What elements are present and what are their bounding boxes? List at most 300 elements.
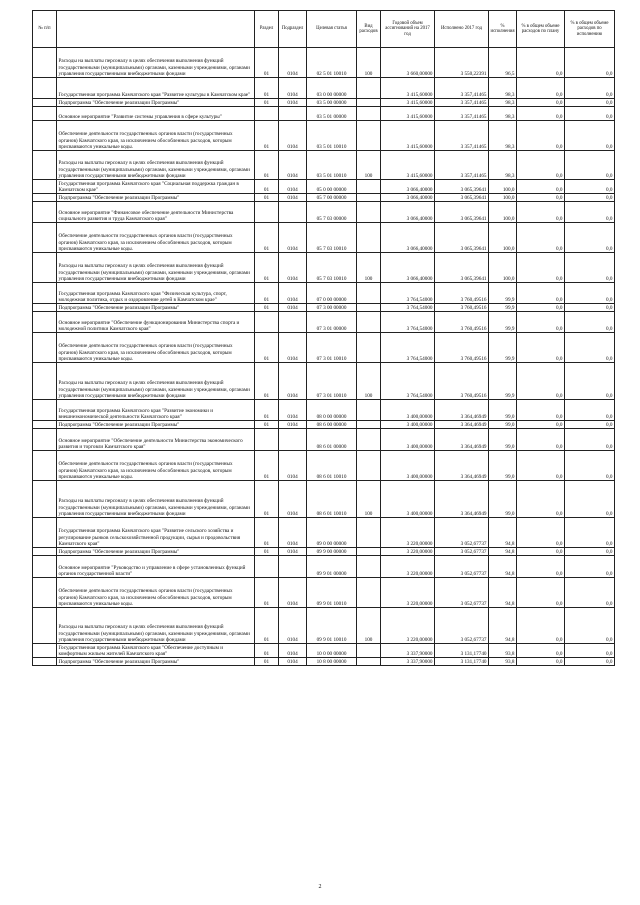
cell-pct: 94,8	[489, 518, 517, 548]
cell-razdel	[255, 429, 279, 451]
cell-share-fact: 0,0	[565, 421, 615, 429]
cell-share-plan: 0,0	[517, 304, 565, 312]
cell-name: Государственная программа Камчатского края "Развитие экономики и внешнеэкономической деятельности Камчатского края"	[57, 400, 255, 421]
cell-podrazdel: 0104	[279, 180, 307, 194]
cell-vr	[357, 180, 381, 194]
cell-razdel: 01	[255, 481, 279, 518]
cell-razdel: 01	[255, 421, 279, 429]
cell-fact: 3 065,39641	[435, 194, 489, 202]
cell-num	[33, 223, 57, 253]
cell-fact: 3 065,39641	[435, 223, 489, 253]
cell-vr	[357, 644, 381, 658]
cell-vr	[357, 556, 381, 578]
cell-pct: 100,0	[489, 223, 517, 253]
cell-vr	[357, 518, 381, 548]
cell-razdel	[255, 202, 279, 223]
table-row	[33, 421, 615, 429]
cell-share-fact: 0,0	[565, 451, 615, 481]
cell-num	[33, 99, 57, 107]
cell-pct: 99,0	[489, 400, 517, 421]
cell-share-fact: 0,0	[565, 202, 615, 223]
cell-share-fact: 0,0	[565, 333, 615, 363]
cell-razdel: 01	[255, 283, 279, 304]
cell-fact: 3 357,41465	[435, 151, 489, 180]
cell-csr: 03 5 00 00000	[307, 99, 357, 107]
cell-fact: 3 760,49516	[435, 312, 489, 333]
cell-razdel: 01	[255, 608, 279, 644]
table-row	[33, 608, 615, 644]
cell-vr	[357, 194, 381, 202]
cell-fact: 3 052,67737	[435, 608, 489, 644]
cell-fact: 3 065,39641	[435, 202, 489, 223]
table-row	[33, 194, 615, 202]
cell-plan: 3 066,40000	[381, 194, 435, 202]
cell-plan: 3 400,00000	[381, 451, 435, 481]
cell-share-fact: 0,0	[565, 518, 615, 548]
cell-num	[33, 578, 57, 608]
cell-fact: 3 131,17740	[435, 658, 489, 666]
cell-plan: 3 660,00000	[381, 48, 435, 78]
table-row	[33, 121, 615, 151]
cell-csr: 05 0 00 00000	[307, 180, 357, 194]
table-row	[33, 429, 615, 451]
cell-share-plan: 0,0	[517, 253, 565, 283]
cell-plan: 3 066,40000	[381, 202, 435, 223]
cell-podrazdel: 0104	[279, 421, 307, 429]
table-row	[33, 578, 615, 608]
cell-vr	[357, 121, 381, 151]
cell-share-fact: 0,0	[565, 644, 615, 658]
cell-razdel	[255, 312, 279, 333]
table-row	[33, 48, 615, 78]
cell-plan: 3 764,54000	[381, 333, 435, 363]
cell-share-fact: 0,0	[565, 151, 615, 180]
cell-podrazdel	[279, 312, 307, 333]
cell-fact: 3 131,17740	[435, 644, 489, 658]
cell-plan: 3 764,54000	[381, 304, 435, 312]
cell-csr: 03 0 00 00000	[307, 78, 357, 99]
table-row	[33, 253, 615, 283]
cell-name: Государственная программа Камчатского края "Физическая культура, спорт, молодежная политика, отдых и оздоровление детей в Камчатском крае"	[57, 283, 255, 304]
cell-share-fact: 0,0	[565, 658, 615, 666]
cell-share-fact: 0,0	[565, 283, 615, 304]
cell-name: Государственная программа Камчатского края "Развитие сельского хозяйства и регулирование рынков сельскохозяйственной продукции, сырья и продовольствия Камчатского края"	[57, 518, 255, 548]
cell-vr	[357, 202, 381, 223]
cell-razdel	[255, 556, 279, 578]
cell-share-fact: 0,0	[565, 578, 615, 608]
cell-share-plan: 0,0	[517, 48, 565, 78]
cell-share-plan: 0,0	[517, 400, 565, 421]
cell-pct: 98,3	[489, 107, 517, 121]
cell-num	[33, 283, 57, 304]
cell-pct: 99,9	[489, 283, 517, 304]
cell-num	[33, 194, 57, 202]
table-body	[33, 48, 615, 666]
cell-podrazdel: 0104	[279, 151, 307, 180]
table-row	[33, 644, 615, 658]
cell-name: Подпрограмма "Обеспечение реализации Программы"	[57, 658, 255, 666]
cell-share-plan: 0,0	[517, 194, 565, 202]
cell-fact: 3 364,46949	[435, 400, 489, 421]
cell-name: Обеспечение деятельности государственных органов власти (государственных органов) Камчатского края, за исключением обособленных расходов, которым присваиваются уникальные коды.	[57, 121, 255, 151]
cell-share-plan: 0,0	[517, 312, 565, 333]
table-row	[33, 548, 615, 556]
cell-pct: 98,3	[489, 151, 517, 180]
cell-razdel: 01	[255, 223, 279, 253]
cell-name: Расходы на выплаты персоналу в целях обеспечения выполнения функций государственными (муниципальными) органами, казенными учреждениями, органами управления государственными внебюджетными фондами	[57, 608, 255, 644]
cell-razdel: 01	[255, 78, 279, 99]
cell-vr: 100	[357, 253, 381, 283]
cell-num	[33, 556, 57, 578]
cell-csr: 05 7 03 00000	[307, 202, 357, 223]
cell-pct: 93,8	[489, 644, 517, 658]
table-row	[33, 556, 615, 578]
cell-share-plan: 0,0	[517, 333, 565, 363]
cell-vr	[357, 548, 381, 556]
cell-podrazdel	[279, 107, 307, 121]
cell-podrazdel: 0104	[279, 194, 307, 202]
cell-vr	[357, 99, 381, 107]
cell-razdel: 01	[255, 48, 279, 78]
cell-razdel: 01	[255, 194, 279, 202]
cell-share-fact: 0,0	[565, 180, 615, 194]
cell-plan: 3 066,40000	[381, 223, 435, 253]
cell-razdel	[255, 107, 279, 121]
cell-plan: 3 415,60000	[381, 78, 435, 99]
cell-fact: 3 364,46949	[435, 421, 489, 429]
table-row	[33, 99, 615, 107]
cell-plan: 3 220,00000	[381, 518, 435, 548]
cell-csr: 09 9 00 00000	[307, 548, 357, 556]
cell-num	[33, 548, 57, 556]
col-csr-header: Целевая статья	[307, 11, 357, 48]
cell-share-plan: 0,0	[517, 283, 565, 304]
cell-plan: 3 220,00000	[381, 548, 435, 556]
cell-pct: 99,0	[489, 481, 517, 518]
cell-num	[33, 658, 57, 666]
cell-fact: 3 364,46949	[435, 451, 489, 481]
cell-share-fact: 0,0	[565, 481, 615, 518]
cell-num	[33, 151, 57, 180]
cell-razdel: 01	[255, 151, 279, 180]
cell-plan: 3 337,90000	[381, 658, 435, 666]
table-row	[33, 151, 615, 180]
cell-plan: 3 764,54000	[381, 312, 435, 333]
cell-razdel: 01	[255, 304, 279, 312]
cell-podrazdel: 0104	[279, 48, 307, 78]
cell-fact: 3 052,67737	[435, 578, 489, 608]
cell-plan: 3 220,00000	[381, 556, 435, 578]
cell-plan: 3 400,00000	[381, 429, 435, 451]
cell-share-plan: 0,0	[517, 99, 565, 107]
cell-plan: 3 415,60000	[381, 121, 435, 151]
cell-share-fact: 0,0	[565, 194, 615, 202]
cell-podrazdel: 0104	[279, 451, 307, 481]
cell-csr: 09 9 01 10010	[307, 608, 357, 644]
cell-name: Обеспечение деятельности государственных органов власти (государственных органов) Камчатского края, за исключением обособленных расходов, которым присваиваются уникальные коды.	[57, 451, 255, 481]
cell-fact: 3 550,22391	[435, 48, 489, 78]
col-fact-header: Исполнено 2017 год	[435, 11, 489, 48]
cell-share-fact: 0,0	[565, 48, 615, 78]
cell-share-plan: 0,0	[517, 121, 565, 151]
cell-pct: 100,0	[489, 194, 517, 202]
cell-podrazdel: 0104	[279, 99, 307, 107]
cell-vr	[357, 312, 381, 333]
table-row	[33, 202, 615, 223]
cell-name: Подпрограмма "Обеспечение реализации Программы"	[57, 304, 255, 312]
cell-plan: 3 066,40000	[381, 180, 435, 194]
cell-name: Подпрограмма "Обеспечение реализации Программы"	[57, 548, 255, 556]
cell-fact: 3 052,67737	[435, 556, 489, 578]
cell-podrazdel: 0104	[279, 644, 307, 658]
cell-vr: 100	[357, 481, 381, 518]
cell-vr	[357, 283, 381, 304]
cell-pct: 93,8	[489, 658, 517, 666]
table-row	[33, 283, 615, 304]
cell-share-plan: 0,0	[517, 363, 565, 400]
cell-csr: 08 6 00 00000	[307, 421, 357, 429]
cell-pct: 98,3	[489, 121, 517, 151]
cell-pct: 99,0	[489, 451, 517, 481]
cell-plan: 3 400,00000	[381, 400, 435, 421]
table-row	[33, 658, 615, 666]
cell-pct: 99,0	[489, 421, 517, 429]
cell-fact: 3 760,49516	[435, 304, 489, 312]
cell-num	[33, 608, 57, 644]
table-row	[33, 312, 615, 333]
cell-csr: 03 5 01 10010	[307, 151, 357, 180]
cell-name: Подпрограмма "Обеспечение реализации Программы"	[57, 421, 255, 429]
cell-pct: 94,8	[489, 578, 517, 608]
cell-pct: 99,0	[489, 429, 517, 451]
cell-pct: 99,9	[489, 333, 517, 363]
cell-plan: 3 415,60000	[381, 99, 435, 107]
cell-csr: 03 5 01 00000	[307, 107, 357, 121]
col-num-header: № п/п	[33, 11, 57, 48]
cell-podrazdel: 0104	[279, 578, 307, 608]
cell-num	[33, 333, 57, 363]
cell-share-fact: 0,0	[565, 429, 615, 451]
table-row	[33, 304, 615, 312]
cell-share-plan: 0,0	[517, 78, 565, 99]
cell-num	[33, 451, 57, 481]
col-vr-header: Вид расходов	[357, 11, 381, 48]
cell-share-plan: 0,0	[517, 548, 565, 556]
cell-csr: 02 5 01 10010	[307, 48, 357, 78]
cell-fact: 3 760,49516	[435, 283, 489, 304]
cell-name: Расходы на выплаты персоналу в целях обеспечения выполнения функций государственными (муниципальными) органами, казенными учреждениями, органами управления государственными внебюджетными фондами	[57, 481, 255, 518]
cell-name: Основное мероприятие "Развитие системы управления в сфере культуры"	[57, 107, 255, 121]
cell-csr: 08 6 01 10010	[307, 481, 357, 518]
cell-podrazdel	[279, 202, 307, 223]
cell-share-plan: 0,0	[517, 421, 565, 429]
cell-plan: 3 400,00000	[381, 421, 435, 429]
cell-pct: 96,5	[489, 48, 517, 78]
cell-share-fact: 0,0	[565, 556, 615, 578]
cell-share-plan: 0,0	[517, 608, 565, 644]
cell-razdel: 01	[255, 333, 279, 363]
cell-name: Основное мероприятие "Финансовое обеспечение деятельности Министерства социального развития и труда Камчатского края"	[57, 202, 255, 223]
cell-vr	[357, 421, 381, 429]
cell-csr: 07 3 01 10010	[307, 363, 357, 400]
cell-fact: 3 052,67737	[435, 518, 489, 548]
col-podrazdel-header: Подраздел	[279, 11, 307, 48]
cell-podrazdel: 0104	[279, 363, 307, 400]
cell-vr	[357, 333, 381, 363]
cell-plan: 3 764,54000	[381, 363, 435, 400]
cell-razdel: 01	[255, 518, 279, 548]
col-share-plan-header: % в общем объеме расходов по плану	[517, 11, 565, 48]
col-pct-header: % исполнения	[489, 11, 517, 48]
cell-num	[33, 121, 57, 151]
cell-plan: 3 415,60000	[381, 151, 435, 180]
cell-name: Расходы на выплаты персоналу в целях обеспечения выполнения функций государственными (муниципальными) органами, казенными учреждениями, органами управления государственными внебюджетными фондами	[57, 363, 255, 400]
cell-fact: 3 357,41465	[435, 107, 489, 121]
cell-name: Основное мероприятие "Обеспечение функционирования Министерства спорта и молодежной политики Камчатского края"	[57, 312, 255, 333]
cell-num	[33, 363, 57, 400]
cell-share-fact: 0,0	[565, 363, 615, 400]
cell-csr: 05 7 00 00000	[307, 194, 357, 202]
cell-plan: 3 400,00000	[381, 481, 435, 518]
cell-vr	[357, 107, 381, 121]
col-share-fact-header: % в общем объеме расходов по исполнению	[565, 11, 615, 48]
cell-name: Расходы на выплаты персоналу в целях обеспечения выполнения функций государственными (муниципальными) органами, казенными учреждениями, органами управления государственными внебюджетными фондами	[57, 48, 255, 78]
cell-name: Обеспечение деятельности государственных органов власти (государственных органов) Камчатского края, за исключением обособленных расходов, которым присваиваются уникальные коды.	[57, 223, 255, 253]
cell-csr: 07 0 00 00000	[307, 283, 357, 304]
cell-plan: 3 764,54000	[381, 283, 435, 304]
cell-vr	[357, 78, 381, 99]
budget-table	[32, 10, 615, 666]
cell-podrazdel: 0104	[279, 658, 307, 666]
cell-vr	[357, 578, 381, 608]
cell-name: Расходы на выплаты персоналу в целях обеспечения выполнения функций государственными (муниципальными) органами, казенными учреждениями, органами управления государственными внебюджетными фондами	[57, 151, 255, 180]
cell-fact: 3 065,39641	[435, 180, 489, 194]
cell-name: Основное мероприятие "Обеспечение деятельности Министерства экономического развития и торговли Камчатского края"	[57, 429, 255, 451]
cell-fact: 3 760,49516	[435, 363, 489, 400]
cell-num	[33, 400, 57, 421]
page-number: 2	[318, 884, 322, 890]
cell-vr	[357, 451, 381, 481]
cell-share-plan: 0,0	[517, 223, 565, 253]
cell-csr: 07 3 01 10010	[307, 333, 357, 363]
cell-share-plan: 0,0	[517, 481, 565, 518]
cell-fact: 3 357,41465	[435, 78, 489, 99]
cell-podrazdel: 0104	[279, 518, 307, 548]
cell-pct: 100,0	[489, 253, 517, 283]
cell-csr: 08 0 00 00000	[307, 400, 357, 421]
table-row	[33, 223, 615, 253]
cell-name: Расходы на выплаты персоналу в целях обеспечения выполнения функций государственными (муниципальными) органами, казенными учреждениями, органами управления государственными внебюджетными фондами	[57, 253, 255, 283]
cell-num	[33, 202, 57, 223]
cell-csr: 07 3 01 00000	[307, 312, 357, 333]
cell-name: Государственная программа Камчатского края "Развитие культуры в Камчатском крае"	[57, 78, 255, 99]
cell-num	[33, 429, 57, 451]
cell-fact: 3 052,67737	[435, 548, 489, 556]
cell-share-fact: 0,0	[565, 253, 615, 283]
cell-vr: 100	[357, 151, 381, 180]
cell-num	[33, 481, 57, 518]
cell-num	[33, 180, 57, 194]
table-row	[33, 451, 615, 481]
cell-razdel: 01	[255, 548, 279, 556]
cell-pct: 99,9	[489, 312, 517, 333]
cell-csr: 10 0 00 00000	[307, 644, 357, 658]
cell-num	[33, 48, 57, 78]
cell-fact: 3 364,46949	[435, 481, 489, 518]
cell-vr: 100	[357, 363, 381, 400]
cell-num	[33, 644, 57, 658]
table-header	[33, 11, 615, 48]
table-row	[33, 363, 615, 400]
cell-razdel: 01	[255, 253, 279, 283]
cell-share-plan: 0,0	[517, 556, 565, 578]
cell-vr	[357, 658, 381, 666]
cell-share-fact: 0,0	[565, 78, 615, 99]
table-row	[33, 400, 615, 421]
table-row	[33, 78, 615, 99]
cell-name: Государственная программа Камчатского края "Социальная поддержка граждан в Камчатском крае"	[57, 180, 255, 194]
cell-csr: 09 0 00 00000	[307, 518, 357, 548]
cell-razdel: 01	[255, 658, 279, 666]
cell-podrazdel: 0104	[279, 481, 307, 518]
cell-pct: 100,0	[489, 180, 517, 194]
cell-fact: 3 065,39641	[435, 253, 489, 283]
cell-pct: 94,8	[489, 548, 517, 556]
cell-share-fact: 0,0	[565, 400, 615, 421]
cell-num	[33, 421, 57, 429]
cell-vr	[357, 429, 381, 451]
cell-podrazdel: 0104	[279, 608, 307, 644]
cell-share-plan: 0,0	[517, 202, 565, 223]
cell-share-plan: 0,0	[517, 429, 565, 451]
cell-share-fact: 0,0	[565, 548, 615, 556]
cell-razdel: 01	[255, 644, 279, 658]
cell-num	[33, 304, 57, 312]
cell-num	[33, 78, 57, 99]
cell-razdel: 01	[255, 578, 279, 608]
col-name-header	[57, 11, 255, 48]
table-row	[33, 518, 615, 548]
cell-plan: 3 337,90000	[381, 644, 435, 658]
cell-csr: 03 5 01 10010	[307, 121, 357, 151]
cell-name: Государственная программа Камчатского края "Обеспечение доступным и комфортным жильем жителей Камчатского края"	[57, 644, 255, 658]
cell-podrazdel: 0104	[279, 304, 307, 312]
cell-fact: 3 357,41465	[435, 121, 489, 151]
cell-fact: 3 357,41465	[435, 99, 489, 107]
cell-share-plan: 0,0	[517, 578, 565, 608]
cell-num	[33, 312, 57, 333]
cell-share-fact: 0,0	[565, 312, 615, 333]
cell-csr: 07 3 00 00000	[307, 304, 357, 312]
cell-podrazdel: 0104	[279, 548, 307, 556]
cell-share-plan: 0,0	[517, 658, 565, 666]
cell-fact: 3 364,46949	[435, 429, 489, 451]
cell-razdel: 01	[255, 99, 279, 107]
cell-share-fact: 0,0	[565, 304, 615, 312]
cell-share-fact: 0,0	[565, 99, 615, 107]
cell-csr: 05 7 03 10010	[307, 223, 357, 253]
cell-csr: 09 9 01 10010	[307, 578, 357, 608]
cell-num	[33, 253, 57, 283]
cell-num	[33, 107, 57, 121]
cell-plan: 3 415,60000	[381, 107, 435, 121]
cell-csr: 08 6 01 10010	[307, 451, 357, 481]
cell-plan: 3 220,00000	[381, 608, 435, 644]
cell-share-plan: 0,0	[517, 518, 565, 548]
cell-podrazdel	[279, 429, 307, 451]
col-razdel-header: Раздел	[255, 11, 279, 48]
cell-csr: 10 8 00 00000	[307, 658, 357, 666]
